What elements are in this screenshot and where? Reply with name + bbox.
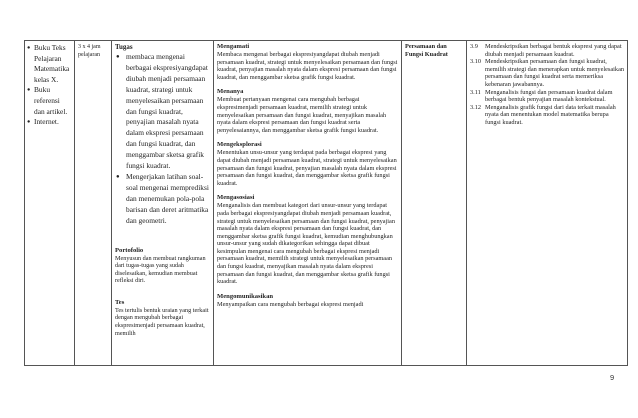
activity-text: Menganalisis dan membuat kategori dari unsur-unsur yang terdapat pada berbagai ekspresiyangdapat diubah menjadi persamaan kuadrat, strategi untuk menyelesaikan persamaan dan fungsi kuadrat, penyajian masalah nyata dalam ekspresi persamaan dan fungsi kuadrat, dan menggambar sketsa grafik fungsi kuadrat, kemudian menghubungkan unsur-unsur yang sudah dikategorikan sehingga dapat dibuat kesimpulan mengenai cara mengubah berbagai ekspresi menjadi persamaan kuadrat, memilih strategi untuk menyelesaikan persamaan dan fungsi kuadrat, menyajikan masalah nyata dalam ekspresi persamaan dan fungsi kuadrat, dan menggambar sketsa grafik fungsi kuadrat. [217,202,396,286]
syllabus-table [24,40,628,366]
activity-heading: Mengasosiasi [217,194,255,202]
indicator-text: Mendeskripsikan persamaan dan fungsi kuadrat, memilih strategi dan menerapkan untuk menyelesaikan persamaan dan fungsi kuadrat serta memeriksa kebenaran jawabannya. [485,58,625,88]
time-allocation-cell [75,41,112,366]
page-number: 9 [610,373,615,382]
learning-activities-cell [214,41,402,366]
indicator-text: Menganalisis fungsi dan persamaan kuadrat dalam berbagai bentuk penyajian masalah kontekstual. [485,88,613,104]
list-item [470,58,624,88]
indicator-number: 3.9 [470,43,478,50]
activity-heading: Mengamati [217,43,250,50]
activity-heading: Mengomunikasikan [217,292,274,300]
list-item [470,89,624,104]
material-title: Persamaan dan Fungsi Kuadrat [405,43,448,58]
resources-cell [25,41,75,366]
activity-heading: Menanya [217,88,244,96]
indicator-text: Mendeskripsikan berbagai bentuk ekspresi yang dapat diubah menjadi persamaan kuadrat. [485,43,622,58]
activity-text: Menyampaikan cara mengubah berbagai ekspresi menjadi [217,300,364,308]
tugas-list [115,52,210,227]
list-item: ● Buku referensi dan artikel. [28,85,71,117]
time-allocation: 3 x 4 jam pelajaran [78,44,101,58]
indicator-text: Menganalisis grafik fungsi dari data terkait masalah nyata dan menentukan model matematika berupa fungsi kuadrat. [485,103,616,126]
indicator-number: 3.12 [470,103,482,111]
activity-text: Menentukan unsu-unsur yang terdapat pada berbagai ekspresi yang dapat diubah menjadi persamaan kuadrat, strategi untuk menyelesaikan persamaan dan fungsi kuadrat, penyajian masalah nyata dalam ekspresi persamaan dan fungsi kuadrat, dan menggambar sketsa grafik fungsi kuadrat. [217,149,397,187]
activity-heading: Mengeksplorasi [217,141,262,149]
activity-text: Membuat pertanyaan mengenai cara mengubah berbagai ekspresimenjadi persamaan kuadrat, memilih strategi untuk menyelesaikan persamaan dan fungsi kuadrat, menyajikan masalah nyata dalam ekspresi persamaan dan fungsi kuadrat serta penyelesaiannya, dan menggambar sketsa grafik fungsi kuadrat. [217,96,387,134]
tes-text: Tes tertulis bentuk uraian yang terkait dengan mengubah berbagai ekspresimenjadi persamaan kuadrat, memilih [115,306,209,337]
list-item: ● Internet. [28,117,71,128]
tugas-heading: Tugas [115,43,133,51]
portofolio-text: Menyusun dan membuat rangkuman dari tugas-tugas yang sudah diselesaikan, kemudian membuat refleksi diri. [115,254,206,285]
list-item [470,43,624,58]
list-item: ● Mengerjakan latihan soal-soal mengenai memprediksi dan menemukan pola-pola barisan dan deret aritmatika dan geometri. [115,172,210,227]
list-item [470,104,624,127]
indicators-cell [467,41,628,366]
resources-list [28,43,71,128]
table-row [25,41,628,366]
list-item: ● membaca mengenai berbagai ekspresiyangdapat diubah menjadi persamaan kuadrat, strategi untuk menyelesaikan persamaan dan fungsi kuadrat, penyajian masalah nyata dalam ekspresi persamaan dan fungsi kuadrat, dan menggambar sketsa grafik fungsi kuadrat. [115,52,210,172]
activity-text: Membaca mengenai berbagai ekspresiyangdapat diubah menjadi persamaan kuadrat, strategi untuk menyelesaikan persamaan dan fungsi kuadrat, penyajian masalah nyata dalam ekspresi persamaan dan fungsi kuadrat, dan menggambar sketsa grafik fungsi kuadrat. [217,51,398,81]
list-item: ● Buku Teks Pelajaran Matematika kelas X. [28,43,71,85]
tes-heading: Tes [115,298,125,306]
assessment-cell [112,41,214,366]
material-cell [402,41,467,366]
indicator-number: 3.11 [470,88,481,96]
indicator-number: 3.10 [470,58,482,66]
portofolio-heading: Portofolio [115,246,144,254]
